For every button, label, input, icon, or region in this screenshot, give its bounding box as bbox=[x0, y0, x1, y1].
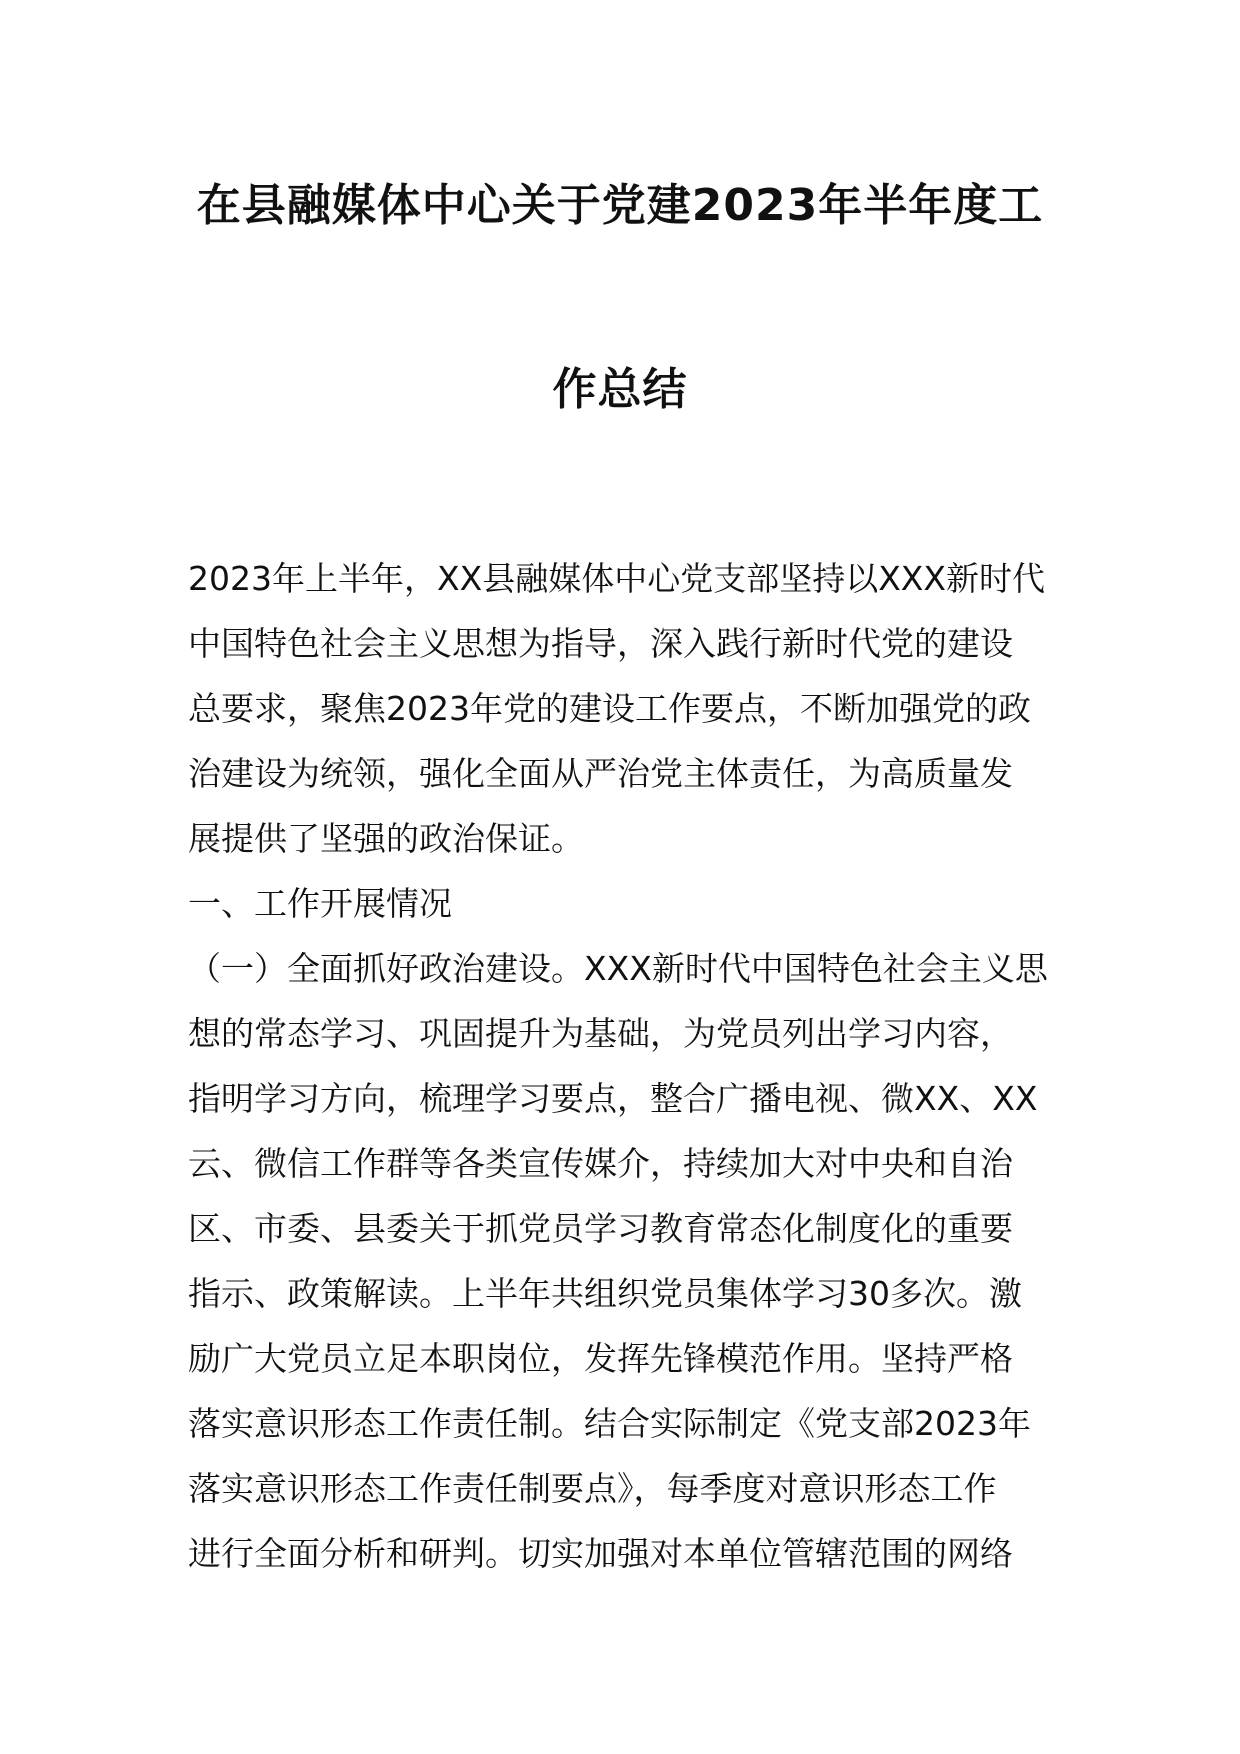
body-line-9: 指明学习方向，梳理学习要点，整合广播电视、微XX、XX bbox=[188, 1079, 1038, 1118]
body-line-1: 2023年上半年，XX县融媒体中心党支部坚持以XXX新时代 bbox=[188, 559, 1046, 598]
body-line-5: 展提供了坚强的政治保证。 bbox=[188, 819, 584, 858]
body-line-2: 中国特色社会主义思想为指导，深入践行新时代党的建设 bbox=[188, 624, 1013, 663]
document-title-line-1: 在县融媒体中心关于党建2023年半年度工 bbox=[196, 180, 1044, 231]
body-line-7: （一）全面抓好政治建设。XXX新时代中国特色社会主义思 bbox=[188, 949, 1048, 988]
body-line-8: 想的常态学习、巩固提升为基础，为党员列出学习内容， bbox=[188, 1014, 1013, 1053]
document-title-line-2: 作总结 bbox=[552, 364, 688, 415]
body-line-16: 进行全面分析和研判。切实加强对本单位管辖范围的网络 bbox=[188, 1534, 1013, 1573]
body-line-11: 区、市委、县委关于抓党员学习教育常态化制度化的重要 bbox=[188, 1209, 1013, 1248]
document-body bbox=[188, 546, 1060, 1586]
body-line-3: 总要求，聚焦2023年党的建设工作要点，不断加强党的政 bbox=[188, 689, 1031, 728]
body-line-14: 落实意识形态工作责任制。结合实际制定《党支部2023年 bbox=[188, 1404, 1031, 1443]
body-line-4: 治建设为统领，强化全面从严治党主体责任，为高质量发 bbox=[188, 754, 1013, 793]
section-heading-1: 一、工作开展情况 bbox=[188, 884, 452, 923]
body-line-12: 指示、政策解读。上半年共组织党员集体学习30多次。激 bbox=[188, 1274, 1022, 1313]
body-line-10: 云、微信工作群等各类宣传媒介，持续加大对中央和自治 bbox=[188, 1144, 1013, 1183]
body-line-15: 落实意识形态工作责任制要点》，每季度对意识形态工作 bbox=[188, 1469, 997, 1508]
body-line-13: 励广大党员立足本职岗位，发挥先锋模范作用。坚持严格 bbox=[188, 1339, 1013, 1378]
